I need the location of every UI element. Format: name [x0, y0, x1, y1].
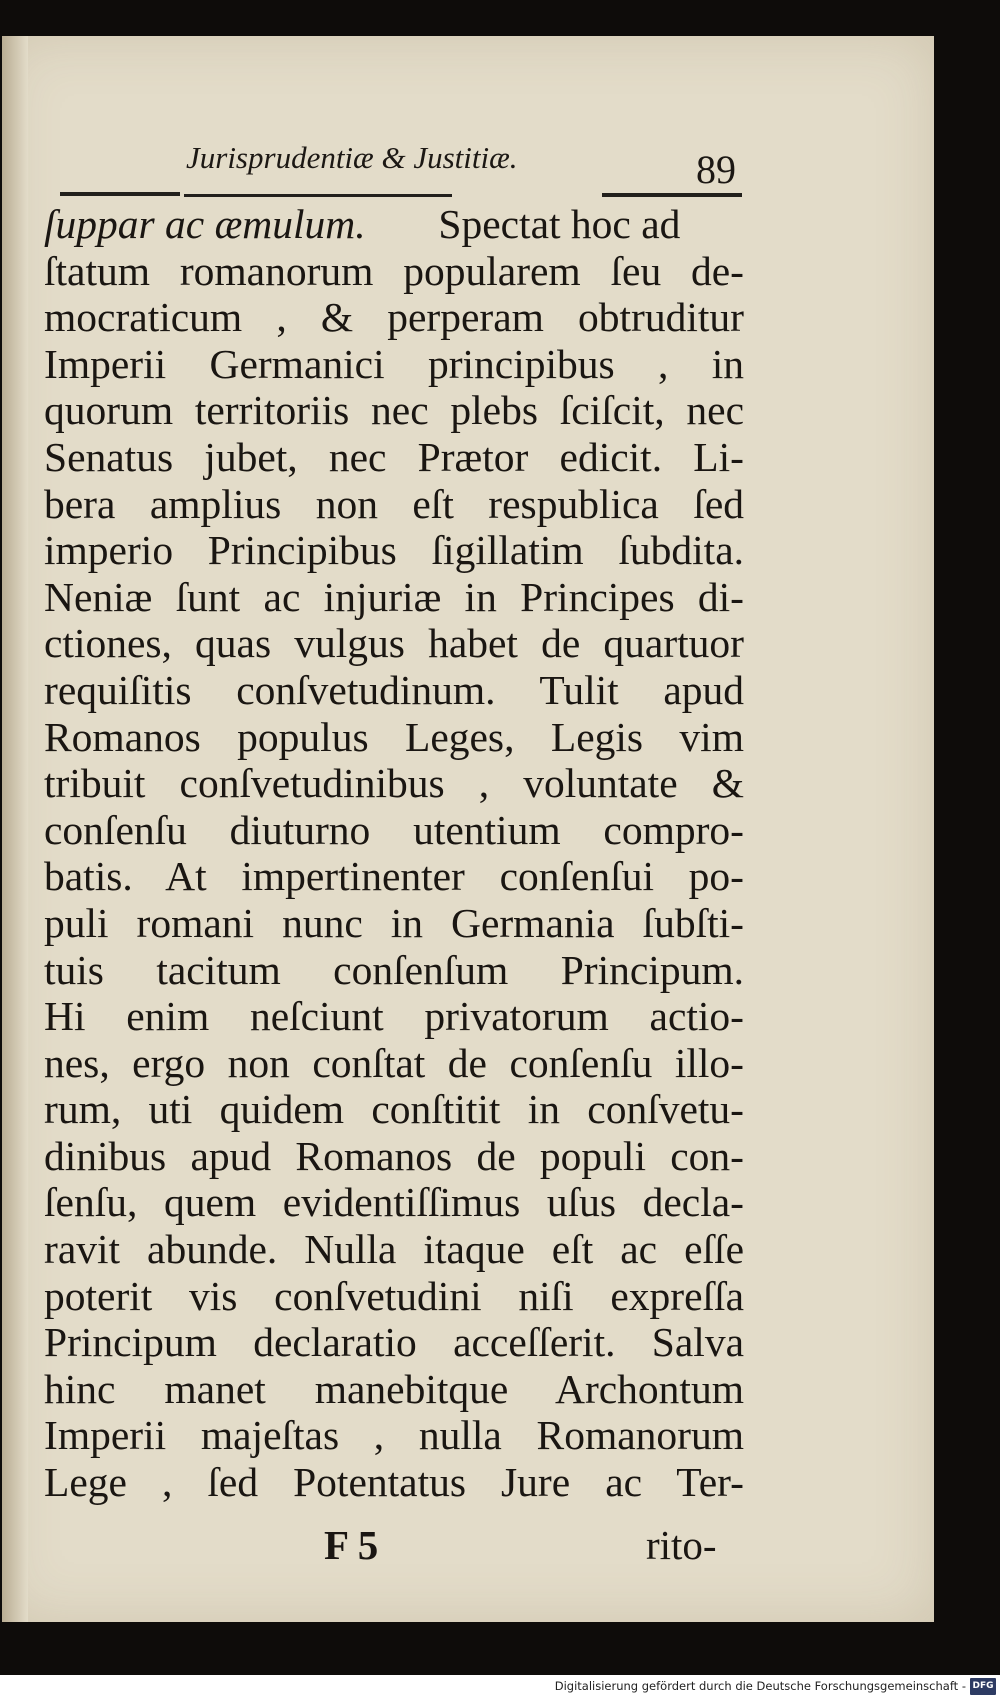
body-text — [44, 201, 744, 1506]
text-line: Lege , ſed Potentatus Jure ac Ter- — [44, 1459, 744, 1506]
text-line: Imperii Germanici principibus , in — [44, 340, 744, 387]
header-rule-left — [60, 192, 180, 196]
header-rule-right — [602, 193, 742, 197]
running-head: Jurisprudentiæ & Justitiæ. — [186, 140, 518, 175]
text-line: puli romani nunc in Germania ſubſti- — [44, 899, 744, 946]
text-line: batis. At impertinenter conſenſui po- — [44, 853, 744, 900]
text-line: mocraticum , & perperam obtruditur — [44, 294, 744, 341]
text-line: tuis tacitum conſenſum Principum. — [44, 946, 744, 993]
text-line: imperio Principibus ſigillatim ſubdita. — [44, 527, 744, 574]
text-line — [44, 201, 744, 248]
text-line: bera amplius non eſt respublica ſed — [44, 480, 744, 527]
catchline — [2, 1521, 744, 1571]
text-line: Neniæ ſunt ac injuriæ in Principes di- — [44, 573, 744, 620]
opening-italic-phrase: ſuppar ac æmulum. — [44, 201, 366, 247]
page-gutter-shadow — [2, 36, 28, 1622]
dfg-logo: DFG — [970, 1678, 996, 1695]
text-line: Principum declaratio acceſſerit. Salva — [44, 1319, 744, 1366]
text-line: ſenſu, quem evidentiſſimus uſus decla- — [44, 1179, 744, 1226]
book-page — [2, 36, 934, 1622]
digitization-footer — [0, 1675, 1000, 1700]
text-line: Senatus jubet, nec Prætor edicit. Li- — [44, 433, 744, 480]
text-line: hinc manet manebitque Archontum — [44, 1365, 744, 1412]
header-rule-middle — [184, 194, 452, 197]
signature-mark: F 5 — [324, 1522, 379, 1568]
funding-credit: Digitalisierung gefördert durch die Deutsche Forschungsgemeinschaft - — [554, 1679, 966, 1693]
text-line: ctiones, quas vulgus habet de quartuor — [44, 620, 744, 667]
opening-line-rest: Spectat hoc ad — [438, 201, 681, 247]
text-line: nes, ergo non conſtat de conſenſu illo- — [44, 1039, 744, 1086]
text-line: dinibus apud Romanos de populi con- — [44, 1132, 744, 1179]
text-line: Imperii majeſtas , nulla Romanorum — [44, 1412, 744, 1459]
text-line: poterit vis conſvetudini niſi expreſſa — [44, 1272, 744, 1319]
text-line: requiſitis conſvetudinum. Tulit apud — [44, 666, 744, 713]
page-number: 89 — [696, 147, 736, 192]
text-line: Hi enim neſciunt privatorum actio- — [44, 993, 744, 1040]
catchword: rito- — [646, 1522, 717, 1568]
text-line: tribuit conſvetudinibus , voluntate & — [44, 760, 744, 807]
text-line: Romanos populus Leges, Legis vim — [44, 713, 744, 760]
text-line: rum, uti quidem conſtitit in conſvetu- — [44, 1086, 744, 1133]
text-line: quorum territoriis nec plebs ſciſcit, nec — [44, 387, 744, 434]
text-line: conſenſu diuturno utentium compro- — [44, 806, 744, 853]
text-line: ravit abunde. Nulla itaque eſt ac eſſe — [44, 1226, 744, 1273]
text-line: ſtatum romanorum popularem ſeu de- — [44, 247, 744, 294]
